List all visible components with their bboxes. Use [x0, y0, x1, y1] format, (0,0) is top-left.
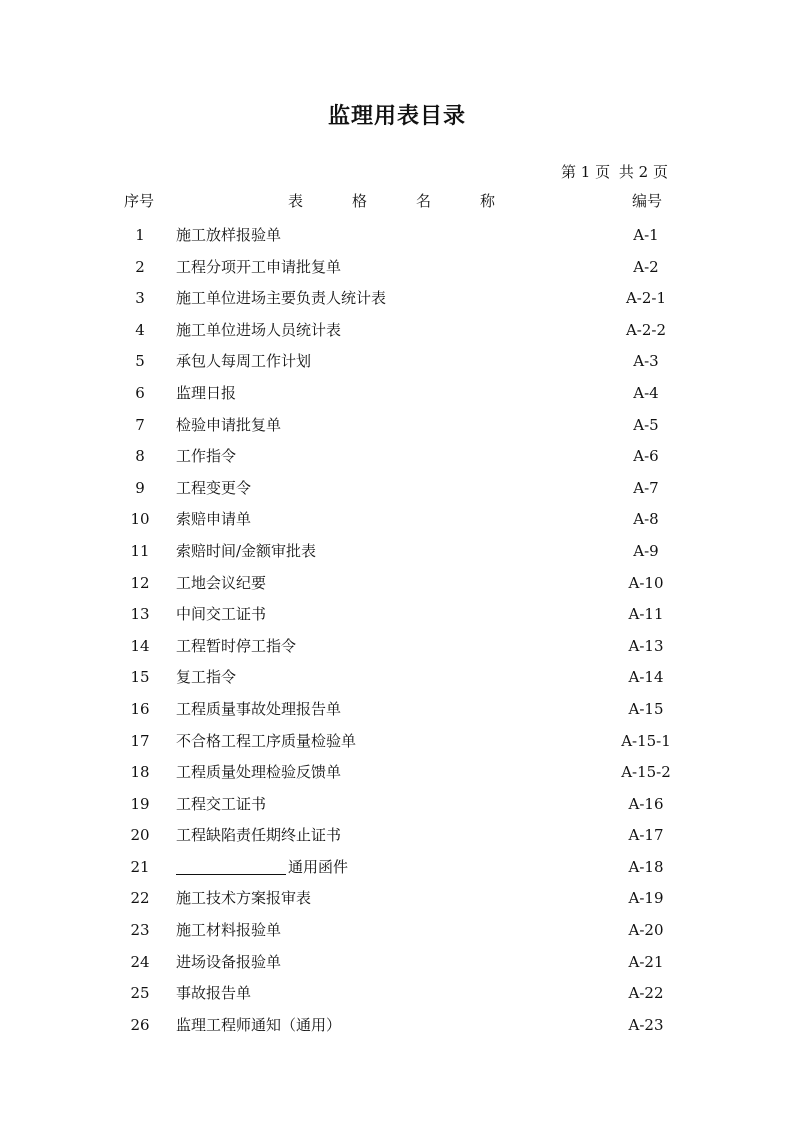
- row-name-text: 监理工程师通知（通用）: [176, 1015, 342, 1034]
- row-name-text: 工程质量事故处理报告单: [176, 699, 342, 718]
- row-name-text: 施工单位进场主要负责人统计表: [176, 289, 387, 308]
- row-code: A-14: [628, 668, 664, 687]
- row-name-text: 监理日报: [176, 383, 237, 402]
- row-code: A-10: [628, 573, 664, 592]
- row-seq: 12: [130, 573, 150, 592]
- row-code: A-6: [633, 447, 659, 466]
- row-code: A-15-2: [621, 763, 671, 782]
- table-row: [0, 726, 794, 758]
- row-name-text: 施工材料报验单: [176, 921, 282, 940]
- row-name: [176, 1010, 341, 1042]
- row-code: A-11: [628, 605, 664, 624]
- row-name: [176, 978, 251, 1010]
- table-row: [0, 757, 794, 789]
- total-pages: 共 2 页: [618, 163, 668, 181]
- row-name-text: 工程暂时停工指令: [176, 636, 297, 655]
- row-seq: 20: [130, 826, 150, 845]
- row-code: A-3: [633, 352, 659, 371]
- row-name-text: 工地会议纪要: [176, 573, 267, 592]
- row-seq: 25: [130, 984, 150, 1003]
- table-row: [0, 283, 794, 315]
- row-name: [176, 504, 251, 536]
- row-name: [176, 315, 341, 347]
- row-name: [176, 252, 341, 284]
- row-seq: 8: [135, 447, 145, 466]
- row-code: A-23: [628, 1015, 664, 1034]
- row-seq: 18: [130, 763, 150, 782]
- row-code: A-20: [628, 921, 664, 940]
- table-row: [0, 1010, 794, 1042]
- row-code: A-5: [633, 415, 659, 434]
- row-seq: 13: [130, 605, 150, 624]
- row-name-text: 工程质量处理检验反馈单: [176, 763, 342, 782]
- row-name: [176, 789, 266, 821]
- row-name: [176, 820, 341, 852]
- row-name: [176, 441, 236, 473]
- row-name: [176, 757, 341, 789]
- table-row: [0, 504, 794, 536]
- table-row: [0, 315, 794, 347]
- row-name: [176, 599, 266, 631]
- row-name: [176, 694, 341, 726]
- row-seq: 6: [135, 383, 145, 402]
- form-list: [0, 220, 794, 1041]
- row-code: A-2: [633, 257, 659, 276]
- row-name: [176, 536, 316, 568]
- table-row: [0, 631, 794, 663]
- row-seq: 4: [135, 320, 145, 339]
- row-name: [176, 220, 281, 252]
- row-code: A-8: [633, 510, 659, 529]
- row-name: [176, 283, 386, 315]
- row-name-text: 工程分项开工申请批复单: [176, 257, 342, 276]
- row-name: [176, 852, 348, 884]
- row-code: A-22: [628, 984, 664, 1003]
- row-name: [176, 473, 251, 505]
- header-name-char: 格: [352, 192, 368, 210]
- row-seq: 11: [130, 541, 150, 560]
- row-code: A-4: [633, 383, 659, 402]
- table-header: [0, 190, 794, 212]
- row-code: A-2-1: [625, 289, 667, 308]
- table-row: [0, 883, 794, 915]
- row-name: [176, 915, 281, 947]
- table-row: [0, 568, 794, 600]
- row-name-text: 工程交工证书: [176, 794, 267, 813]
- row-code: A-19: [628, 889, 664, 908]
- row-seq: 26: [130, 1015, 150, 1034]
- row-seq: 3: [135, 289, 145, 308]
- row-name-text: 工程缺陷责任期终止证书: [176, 826, 342, 845]
- row-name: [176, 378, 236, 410]
- table-row: [0, 599, 794, 631]
- row-seq: 9: [135, 478, 145, 497]
- row-seq: 5: [135, 352, 145, 371]
- row-name: [176, 947, 281, 979]
- row-code: A-17: [628, 826, 664, 845]
- header-name-char: 表: [288, 192, 304, 210]
- row-seq: 14: [130, 636, 150, 655]
- header-name-char: 名: [416, 192, 432, 210]
- row-code: A-15: [628, 699, 664, 718]
- row-name: [176, 346, 311, 378]
- row-name-text: 承包人每周工作计划: [176, 352, 312, 371]
- row-seq: 2: [135, 257, 145, 276]
- blank-fill-line: [176, 858, 286, 875]
- table-row: [0, 852, 794, 884]
- row-name: [176, 568, 266, 600]
- row-name-text: 检验申请批复单: [176, 415, 282, 434]
- table-row: [0, 346, 794, 378]
- current-page: 第 1 页: [561, 163, 611, 181]
- row-seq: 15: [130, 668, 150, 687]
- row-seq: 16: [130, 699, 150, 718]
- row-code: A-13: [628, 636, 664, 655]
- row-seq: 23: [130, 921, 150, 940]
- table-row: [0, 410, 794, 442]
- table-row: [0, 378, 794, 410]
- row-name-text: 进场设备报验单: [176, 952, 282, 971]
- row-seq: 17: [130, 731, 150, 750]
- row-name-text: 不合格工程工序质量检验单: [176, 731, 357, 750]
- row-name-text: 复工指令: [176, 668, 237, 687]
- row-code: A-9: [633, 541, 659, 560]
- row-seq: 10: [130, 510, 150, 529]
- row-code: A-16: [628, 794, 664, 813]
- row-name-text: 工程变更令: [176, 478, 252, 497]
- row-seq: 7: [135, 415, 145, 434]
- row-code: A-1: [633, 226, 659, 244]
- row-seq: 19: [130, 794, 150, 813]
- row-name-text: 工作指令: [176, 447, 237, 466]
- row-name: [176, 726, 356, 758]
- table-row: [0, 536, 794, 568]
- row-name-text: 施工放样报验单: [176, 226, 282, 244]
- row-name-text: 施工单位进场人员统计表: [176, 320, 342, 339]
- header-name-char: 称: [480, 192, 496, 210]
- row-name-text: 中间交工证书: [176, 605, 267, 624]
- header-seq: 序号: [124, 192, 155, 210]
- table-row: [0, 915, 794, 947]
- row-code: A-21: [628, 952, 664, 971]
- row-name-text: 事故报告单: [176, 984, 252, 1003]
- row-seq: 24: [130, 952, 150, 971]
- header-code: 编号: [632, 192, 663, 210]
- row-code: A-2-2: [625, 320, 667, 339]
- row-name: [176, 410, 281, 442]
- table-row: [0, 220, 794, 252]
- row-name: [176, 662, 236, 694]
- table-row: [0, 978, 794, 1010]
- table-row: [0, 252, 794, 284]
- row-name-text: 施工技术方案报审表: [176, 889, 312, 908]
- row-name-text: 索赔申请单: [176, 510, 252, 529]
- document-title: 监理用表目录: [327, 104, 466, 129]
- table-row: [0, 662, 794, 694]
- row-name: [176, 883, 311, 915]
- page-indicator: [557, 162, 668, 182]
- row-seq: 22: [130, 889, 150, 908]
- table-row: [0, 441, 794, 473]
- row-code: A-7: [633, 478, 659, 497]
- row-name: [176, 631, 296, 663]
- row-code: A-18: [628, 857, 664, 876]
- row-name-text: 通用函件: [288, 857, 349, 876]
- table-row: [0, 947, 794, 979]
- table-row: [0, 789, 794, 821]
- table-row: [0, 473, 794, 505]
- table-row: [0, 820, 794, 852]
- row-seq: 21: [130, 857, 150, 876]
- table-row: [0, 694, 794, 726]
- row-code: A-15-1: [621, 731, 671, 750]
- row-seq: 1: [135, 226, 145, 244]
- row-name-text: 索赔时间/金额审批表: [176, 541, 317, 560]
